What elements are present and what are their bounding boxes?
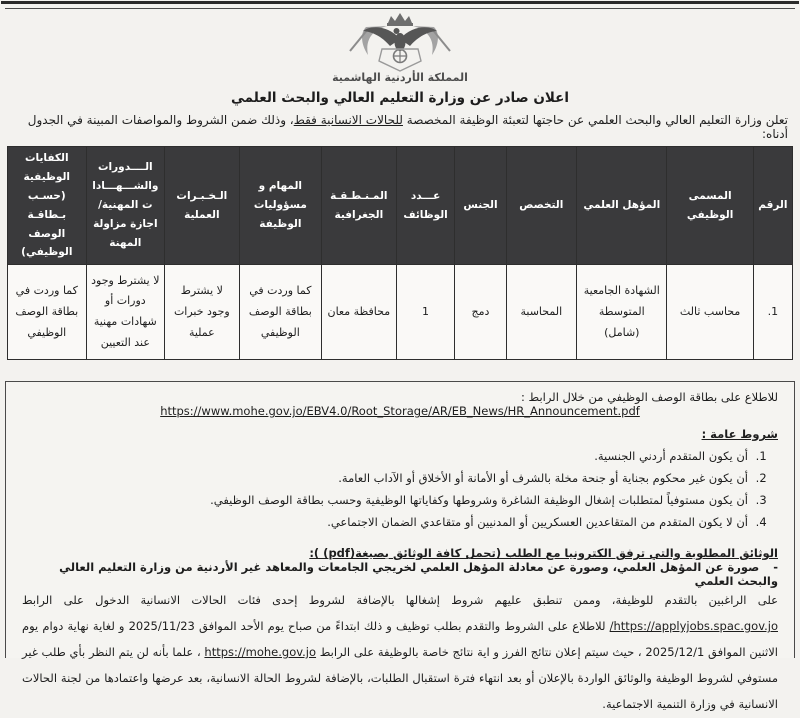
general-conditions-heading: شروط عامة :	[701, 427, 778, 442]
apply-text-before: على الراغبين بالتقدم للوظيفة، وممن تنطبق عليهم شروط إشغالها بالإضافة لشروط إحدى فئات الحالات الانسانية الدخول على الرابط	[22, 593, 778, 608]
header-number: الرقم	[753, 147, 792, 265]
bullet-dash: -	[773, 560, 778, 575]
table-header-row	[8, 147, 793, 265]
cell-specialization: المحاسبة	[506, 265, 577, 360]
vacancy-table	[7, 146, 793, 360]
scanned-announcement-page	[0, 1, 800, 711]
table-row	[8, 265, 793, 360]
header-gender: الجنس	[455, 147, 506, 265]
intro-underlined-text: للحالات الانسانية فقط	[293, 113, 403, 127]
details-section	[5, 381, 795, 711]
cell-positions-count: 1	[396, 265, 455, 360]
required-document-item	[22, 560, 778, 588]
cell-courses-certificates: لا يشترط وجود دورات أو شهادات مهنية عند التعيين	[86, 265, 165, 360]
intro-text-after: ، وذلك ضمن الشروط والمواصفات المبينة في الجدول أدناه:	[27, 113, 788, 141]
apply-text-middle: للاطلاع على الشروط والتقدم بطلب توظيف و ذلك ابتداءً من صباح يوم الأحد الموافق 2025/11/23 و لغاية نهاية دوام يوم الاثنين الموافق 2025/12/1 ، حيث سيتم إعلان نتائج الفرز و اية نتائج خاصة بالوظيفة على الرابط	[22, 619, 778, 660]
apply-portal-link[interactable]: /https://applyjobs.spac.gov.jo	[609, 619, 778, 634]
required-documents-heading: الوثائق المطلوبة والتي ترفق الكترونيا مع الطلب (تحمل كافة الوثائق بصيغة(pdf) ):	[309, 546, 778, 561]
apply-text-after: ، علما بأنه لن يتم النظر بأي طلب غير مستوفي لشروط الوظيفة والوثائق الواردة بالإعلان أو بعد انتهاء فترة استقبال الطلبات، بالإضافة لشروط الحالة الانسانية، بعد عرضها واعتمادها من لجنة الحالات الانسانية في وزارة التنمية الاجتماعية.	[22, 645, 778, 711]
job-card-link[interactable]: https://www.mohe.gov.jo/EBV4.0/Root_Storage/AR/EB_News/HR_Announcement.pdf	[160, 404, 640, 419]
cell-geographic-area: محافظة معان	[322, 265, 397, 360]
job-card-link-intro: للاطلاع على بطاقة الوصف الوظيفي من خلال الرابط :	[521, 390, 778, 405]
header-experience: الـخـبـرات العملية	[165, 147, 240, 265]
general-conditions-list	[22, 449, 778, 529]
condition-item: 4. أن لا يكون المتقدم من المتقاعدين العسكريين أو المدنيين أو متقاعدي الضمان الاجتماعي.	[22, 515, 752, 529]
condition-item: 1. أن يكون المتقدم أردني الجنسية.	[22, 449, 752, 463]
header-job-title: المسمى الوظيفي	[667, 147, 753, 265]
jordan-coat-of-arms-emblem	[320, 11, 480, 73]
cell-experience: لا يشترط وجود خبرات عملية	[165, 265, 240, 360]
header-tasks-responsibilities: المهام و مسؤوليات الوظيفة	[239, 147, 321, 265]
document-item-text: صورة عن المؤهل العلمي، وصورة عن معادلة المؤهل العلمي لخريجي الجامعات والمعاهد غير الأردنية من وزارة التعليم العالي والبحث العلمي	[59, 560, 778, 589]
condition-item: 3. أن يكون مستوفياً لمتطلبات إشغال الوظيفة الشاغرة وشروطها وكفاياتها الوظيفية وحسب بطاقة الوصف الوظيفي.	[22, 493, 752, 507]
intro-text-before: تعلن وزارة التعليم العالي والبحث العلمي عن حاجتها لتعبئة الوظيفة المخصصة	[402, 113, 788, 127]
cell-gender: دمج	[455, 265, 506, 360]
kingdom-name-calligraphy: المملكة الأردنية الهاشمية	[332, 71, 468, 84]
header-geographic-area: المـنـطـقـة الجغرافية	[322, 147, 397, 265]
page-top-border	[1, 1, 799, 4]
results-link[interactable]: https://mohe.gov.jo	[204, 645, 317, 660]
document-header	[0, 9, 800, 141]
cell-number: 1.	[753, 265, 792, 360]
application-instructions-paragraph	[22, 588, 778, 717]
intro-paragraph	[12, 113, 788, 141]
cell-competencies: كما وردت في بطاقة الوصف الوظيفي	[8, 265, 87, 360]
cell-job-title: محاسب ثالث	[667, 265, 753, 360]
announcement-title: اعلان صادر عن وزارة التعليم العالي والبحث العلمي	[231, 90, 569, 106]
header-courses-certificates: الــــدورات والشـــهـــادات المهنية/اجازة مزاولة المهنة	[86, 147, 165, 265]
header-specialization: التخصص	[506, 147, 577, 265]
cell-qualification: الشهادة الجامعية المتوسطة (شامل)	[577, 265, 667, 360]
job-card-url-line	[22, 404, 778, 418]
header-positions-count: عـــدد الوظائف	[396, 147, 455, 265]
cell-tasks-responsibilities: كما وردت في بطاقة الوصف الوظيفي	[239, 265, 321, 360]
condition-item: 2. أن يكون غير محكوم بجناية أو جنحة مخلة بالشرف أو الأمانة أو الأخلاق أو الآداب العامة.	[22, 471, 752, 485]
header-qualification: المؤهل العلمي	[577, 147, 667, 265]
header-competencies: الكفايات الوظيفية (حسـب بـطاقـة الوصف الوظيفي)	[8, 147, 87, 265]
